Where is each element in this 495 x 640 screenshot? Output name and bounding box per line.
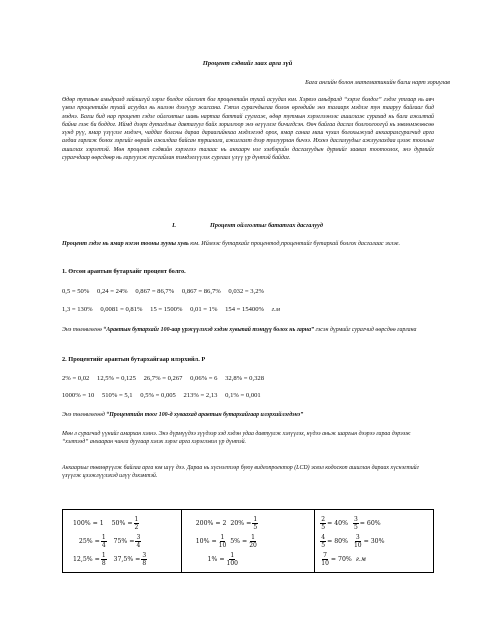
equation: 213% = 2,13	[183, 392, 218, 399]
section-number: I.	[172, 222, 177, 229]
equation: 2% = 0,02	[62, 375, 90, 382]
equation-right: = 60%	[359, 519, 381, 527]
practice-paragraph: Мөн л сурагчид үүнийг амархан хэлнэ. Энэ дүрмүүдээ зүүдээр хэд хэдэн удаа давтуулж хэлүүлэх, нүдээ аньж шаргын дээрээ гараа дэрээж “хэлтээд” анхааран чинга дуугаар хэлэх зэрэг арга хэрэглэвэл үр дүнтэй.	[62, 431, 411, 446]
fraction: $\frac{1}{10}$	[218, 533, 227, 549]
part2-heading: 2. Процентийг аравтын бутархайгаар илэрхийл. Р	[62, 356, 206, 363]
equation-left: 5% =	[230, 537, 248, 545]
equation-right: = 80%	[327, 537, 348, 545]
equation-left: 20% =	[230, 519, 252, 527]
rule-statement: “Процентийн тоог 100-д хуваахад аравтын бутархайгаар илэрхийлэгдэнэ”	[106, 412, 304, 418]
equation: 154 = 15400%	[225, 306, 265, 313]
definition-rest: юм. Иймээс бутархайг процентод,процентийг бутархай болгох дасгалаас эхлэе.	[188, 241, 401, 247]
equation-right: = 70%	[330, 555, 352, 563]
part1-equations-line1	[62, 288, 270, 295]
note-prefix: Энэ төлөвлөгөө	[62, 327, 104, 333]
equation: 0,24 = 24%	[97, 288, 128, 295]
equation-left: 1% =	[207, 555, 225, 563]
fraction: $\frac{1}{5}$	[253, 515, 258, 531]
fraction: $\frac{3}{8}$	[142, 551, 147, 567]
note-prefix: Энэ төлөвлөгөөд	[62, 412, 107, 418]
equation: 0,5% = 0,005	[140, 392, 176, 399]
equation: 0,867 = 86,7%	[135, 288, 175, 295]
equation-left: 37,5% =	[113, 555, 141, 563]
equation: 0,1% = 0,001	[225, 392, 261, 399]
equation: 0,01 = 1%	[190, 306, 218, 313]
part1-note	[62, 326, 434, 334]
fraction: $\frac{3}{10}$	[353, 533, 362, 549]
etc-marker: г.м	[355, 555, 366, 563]
equation: 15 = 1500%	[150, 306, 183, 313]
definition-paragraph	[62, 240, 434, 248]
equation-left: 25% =	[78, 537, 100, 545]
section-heading	[0, 222, 495, 229]
fraction: $\frac{1}{8}$	[101, 551, 106, 567]
table-cell-3	[315, 510, 434, 573]
equation-left: 75% =	[113, 537, 135, 545]
fraction: $\frac{1}{2}$	[134, 515, 139, 531]
section-title: Процент ойлголтыг бататгах дасгалууд	[210, 222, 323, 229]
equation: 0,5 = 50%	[62, 288, 90, 295]
part2-note	[62, 411, 434, 419]
fraction: $\frac{3}{4}$	[136, 533, 141, 549]
intro-paragraph: Өдөр тутмын амьдралд зайлшгүй хэрэг болдог ойлголт бол процентийн тухай асуудал юм. Хэрвээ амьдралд “хэрэг болдог” гэдэг утгаар нь авч үзвэл процентийн тухай асуудал нь нилээн дээгүүр жагсана. Гэтэл сурагчдыгаа болон өргөдийн энэ талаарх мэдлэг тун тааруу байгааг бид мэднэ. Багш бид нар процент гэдэг ойлголтыг шавь нартаа баттай суулгаж, өдөр тутмын хэрэглээнээс ашиглаж сурахад нь бага ажилтай байна гэж би боддог. Иймд дээрх дутагдлыг давтагуул байх зорилгоор энэ өгүүллэг бичигдсэн. Өөч байгаа дасгал болгоогоогүй нь зөвлөмжөөсөө хүнд рүү, ямар үзүүлэг мэдэгч, чаддаг болсны дараа дараагийнхаа мэдлэгээд орох, ямар санаа маш чухал болохыжуид анхааралсурагчид арга алдаа гаргаж болох зэргийг өөрийн ажилдаа байсан туршлага, ажиглалт дээр тулгуурлан бичээ. Иххнэ дасгалуудыг ажлуулахдаа цээж тооллыг ашиглах хэрэгтэй. Мөн процент сэдвийн хэрэглээ талаас нь анхаарч нэг хэлбэрийн дасгалуудын дурмийг заавал тоотоолох, энэ дурмийг сурагчдаар өөрсдөөр нь гаргуулж тусгайлан тэмдэглүүлэх сургаал үлүү үр дүнтэй байдаг.	[62, 97, 434, 161]
table-cell-1	[63, 510, 182, 573]
fraction: $\frac{1}{4}$	[101, 533, 106, 549]
equation: 510% = 5,1	[101, 392, 133, 399]
equation: 1000% = 10	[62, 392, 95, 399]
rule-statement: “Аравтын бутархайг 100-аар үржүүлэхэд хэдэн хувьтай тэнцүү болох нь гарна”	[103, 327, 314, 333]
etc-marker: г.м	[271, 306, 281, 313]
equation: 100% = 1	[73, 519, 104, 527]
equation-left: 50% =	[111, 519, 133, 527]
equation: 26,7% = 0,267	[143, 375, 183, 382]
equation-right: = 40%	[327, 519, 348, 527]
equation: 0,06% = 6	[190, 375, 218, 382]
document-subtitle: Бага ангийн болон математикийн багш нарт зориулав	[305, 79, 450, 86]
definition-bold: Процент гэдэг нь ямар нэгэн тооны зууны хувь	[62, 241, 189, 247]
part2-equations-line2	[62, 392, 267, 399]
equation: 1,3 = 130%	[62, 306, 93, 313]
fraction: $\frac{4}{5}$	[321, 533, 326, 549]
fraction: $\frac{7}{10}$	[321, 551, 329, 567]
fraction-percent-table	[62, 509, 434, 573]
document-title: Процент сэдвийг заах арга зүй	[202, 60, 293, 67]
equation-right: = 30%	[363, 537, 385, 545]
part2-equations-line1	[62, 375, 270, 382]
equation: 0,0081 = 0,81%	[100, 306, 143, 313]
table-intro-paragraph: Анхаарлыг төвлөрүүлж байгаа арга юм шүү дээ. Дараа нь хүснэгтээр буюу видеопроектор (LCD) эсвэл кодоскоп ашиглан дараах хүснэгтийг үзүүлж цээжлүүлэхэд илүү дэхэмтэй.	[62, 465, 419, 480]
part1-heading: 1. Өгсөн аравтын бутархайг процент болго.	[62, 268, 186, 275]
equation: 0,032 = 3,2%	[228, 288, 265, 295]
fraction: $\frac{2}{5}$	[321, 515, 326, 531]
equation-left: 10% =	[195, 537, 217, 545]
equation: 12,5% = 0,125	[97, 375, 136, 382]
equation: 32,8% = 0,328	[225, 375, 265, 382]
table-cell-2	[181, 510, 315, 573]
fraction: $\frac{3}{5}$	[353, 515, 358, 531]
equation: 200% = 2	[195, 519, 227, 527]
equation-left: 12,5% =	[73, 555, 100, 563]
note-suffix: гэсэн дүрмийг сурагчид өөрсдөө гаргана	[313, 327, 417, 333]
part1-equations-line2	[62, 306, 286, 313]
fraction: $\frac{1}{100}$	[226, 551, 238, 567]
table-row	[63, 510, 434, 573]
equation: 0,867 = 86,7%	[181, 288, 221, 295]
fraction: $\frac{1}{20}$	[249, 533, 257, 549]
